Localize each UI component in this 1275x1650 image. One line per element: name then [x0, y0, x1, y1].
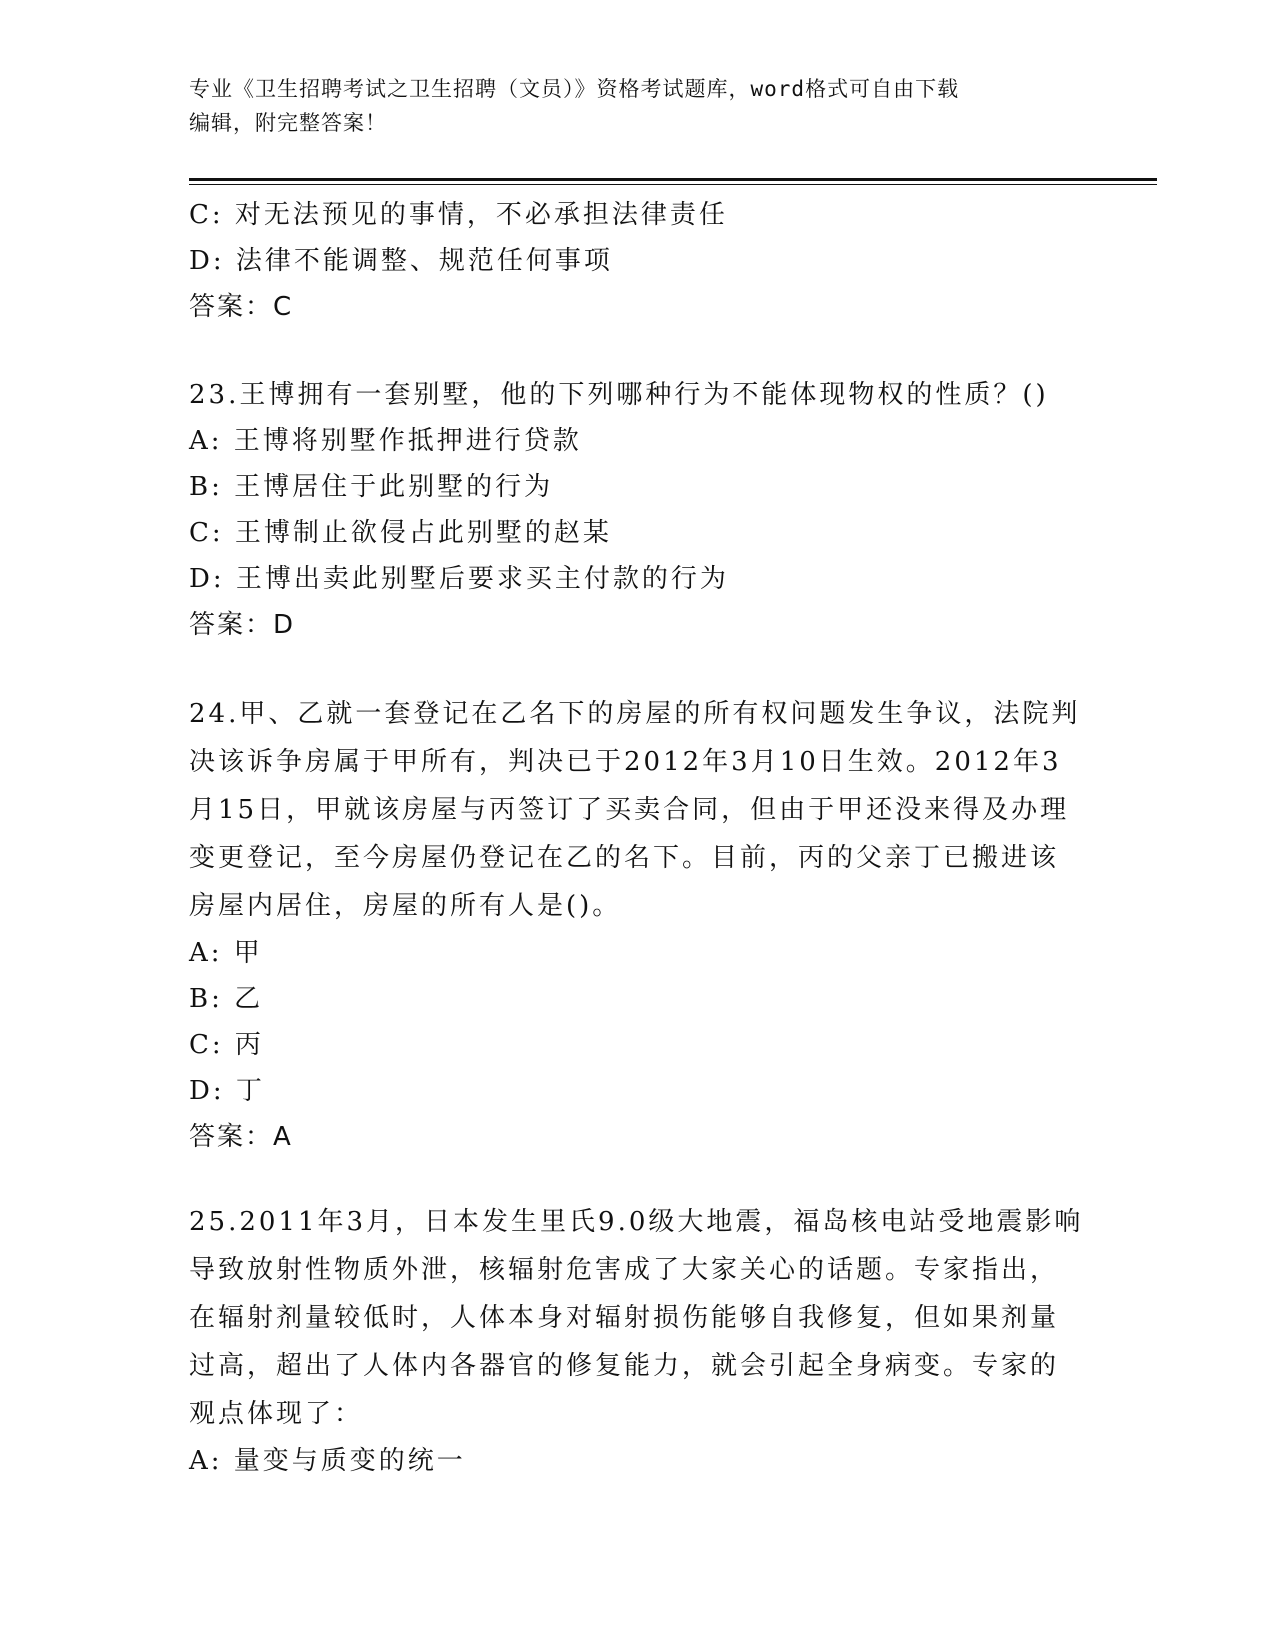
q25-stem-line-2: 导致放射性物质外泄，核辐射危害成了大家关心的话题。专家指出， [189, 1255, 1060, 1285]
q22-option-c: C: 对无法预见的事情，不必承担法律责任 [189, 200, 728, 230]
spacer [189, 648, 1089, 690]
q24-option-d: D: 丁 [189, 1076, 265, 1106]
q24-stem-line-2: 决该诉争房属于甲所有，判决已于2012年3月10日生效。2012年3 [189, 747, 1062, 777]
q23-option-d: D: 王博出卖此别墅后要求买主付款的行为 [189, 564, 729, 594]
question-22 [189, 192, 1089, 330]
q25-stem-line-3: 在辐射剂量较低时，人体本身对辐射损伤能够自我修复，但如果剂量 [189, 1303, 1060, 1333]
q23-answer: 答案：D [189, 610, 296, 640]
question-24 [189, 690, 1089, 1160]
q25-stem-line-4: 过高，超出了人体内各器官的修复能力，就会引起全身病变。专家的 [189, 1351, 1060, 1381]
q25-stem-line-5: 观点体现了： [189, 1399, 364, 1429]
header-rule-thin [189, 184, 1157, 185]
q25-stem-line-1: 25.2011年3月，日本发生里氏9.0级大地震，福岛核电站受地震影响 [189, 1207, 1084, 1237]
q25-option-a: A: 量变与质变的统一 [189, 1446, 466, 1476]
question-23 [189, 372, 1089, 648]
question-25 [189, 1198, 1089, 1484]
q24-option-c: C: 丙 [189, 1030, 264, 1060]
q24-stem-line-3: 月15日，甲就该房屋与丙签订了买卖合同，但由于甲还没来得及办理 [189, 795, 1070, 825]
question-body [189, 192, 1089, 1484]
q22-answer: 答案：C [189, 292, 294, 322]
page-header [189, 72, 1069, 140]
spacer [189, 330, 1089, 372]
q24-stem-line-1: 24.甲、乙就一套登记在乙名下的房屋的所有权问题发生争议，法院判 [189, 699, 1081, 729]
q23-stem: 23.王博拥有一套别墅，他的下列哪种行为不能体现物权的性质？() [189, 380, 1049, 410]
q24-stem-line-4: 变更登记，至今房屋仍登记在乙的名下。目前，丙的父亲丁已搬进该 [189, 843, 1060, 873]
header-rule-thick [189, 178, 1157, 181]
q24-option-b: B: 乙 [189, 984, 264, 1014]
header-line-2: 编辑，附完整答案！ [189, 111, 387, 135]
q23-option-a: A: 王博将别墅作抵押进行贷款 [189, 426, 582, 456]
q24-answer: 答案：A [189, 1122, 293, 1152]
q24-option-a: A: 甲 [189, 938, 263, 968]
q23-option-c: C: 王博制止欲侵占此别墅的赵某 [189, 518, 612, 548]
q24-stem-line-5: 房屋内居住，房屋的所有人是()。 [189, 891, 622, 921]
q23-option-b: B: 王博居住于此别墅的行为 [189, 472, 554, 502]
q22-option-d: D: 法律不能调整、规范任何事项 [189, 246, 613, 276]
header-line-1: 专业《卫生招聘考试之卫生招聘（文员）》资格考试题库，word格式可自由下载 [189, 77, 960, 101]
spacer [189, 1160, 1089, 1198]
